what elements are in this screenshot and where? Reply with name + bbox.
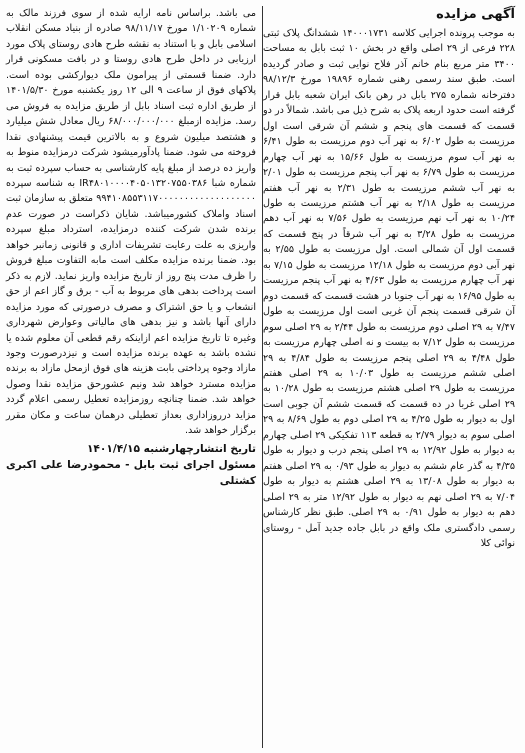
publish-date: تاریخ انتشارچهارشنبه ۱۴۰۱/۴/۱۵: [86, 442, 256, 455]
column-divider: [262, 6, 263, 748]
notice-title: آگهی مزایده: [436, 7, 515, 22]
left-column: [6, 6, 256, 489]
right-column: [263, 6, 515, 551]
left-column-text: می باشد. براساس نامه ارایه شده از سوی فرزند مالک به شماره ۱/۱۰۲۰۹ مورخ ۹۸/۱۱/۱۷ صادره از بنیاد مسکن انقلاب اسلامی بابل و با استناد به نقشه طرح هادی روستای پلاک مورد ارزیابی در داخل طرح هادی روستا و در بافت مسکونی قرار دارد. ضمنا قسمتی از پیرامون ملک دیوارکشی بوده است. پلاکهای فوق از ساعت ۹ الی ۱۲ روز یکشنبه مورخ ۱۴۰۱/۵/۳۰ از طریق اداره ثبت اسناد بابل از طریق مزایده به فروش می رسد. مزایده ازمبلغ ۶۸/۰۰۰/۰۰۰/۰۰۰ ریال معادل شش میلیارد و هشتصد میلیون شروع و به بالاترین قیمت پیشنهادی نقدا فروخته می شود. ضمنا پادآورمیشود شرکت درمزایده منوط به واریز ده درصد از مبلغ پایه کارشناسی به حساب سپرده ثبت به شماره شبا IR۴۸۰۱۰۰۰۰۴۰۵۰۱۳۲۰۷۵۵۰۳۸۶ به شناسه سپرده ۹۹۴۱۰۸۵۵۳۱۱۷۰۰۰۰۰۰۰۰۰۰۰۰۰۰۰۰۰۰۰ متعلق به سازمان ثبت اسناد واملاک کشورمیباشد. شایان ذکراست در صورت عدم برنده شدن شرکت کننده درمزایده، استرداد مبلغ سپرده واریزی به علت رعایت تشریفات اداری و قانونی زمانبر خواهد بود. ضمنا برنده مزایده مکلف است مابه التفاوت مبلغ فروش را ظرف مدت پنج روز از تاریخ مزایده واریز نماید. لازم به ذکر است پرداخت بدهی های مربوط به آب - برق و گاز اعم از حق انشعاب و یا حق اشتراک و مصرف درصورتی که مورد مزایده دارای آنها باشد و نیز بدهی های مالیاتی وعوارض شهرداری وغیره تا تاریخ مزایده اعم ازاینکه رقم قطعی آن معلوم شده یا نشده باشد به عهده برنده مزایده است و نیزدرصورت وجود مازاد وجوه پرداختی بابت هزینه های فوق ازمحل مازاد به برنده مزایده مسترد خواهد شد ونیم عشورحق مزایده نقدا وصول خواهد شد. ضمنا چنانچه روزمزایده تعطیل رسمی اعلام گردد مزاید درروزاداری بعداز تعطیلی درهمان ساعت و مکان مقرر برگزار خواهد شد.: [6, 8, 257, 437]
signature: مسئول اجرای ثبت بابل - محمودرضا علی اکبری کشتلی: [6, 458, 256, 487]
right-column-text: به موجب پرونده اجرایی کلاسه ۱۴۰۰۰۱۷۳۱ ششدانگ پلاک ثبتی ۲۲۸ فرعی از ۲۹ اصلی واقع در بخش ۱۰ ثبت بابل به مساحت ۳۴۰۰ متر مربع بنام خانم آذر فلاح نوایی ثبت و صادر گردیده است. طبق سند رسمی رهنی شماره ۱۹۸۹۶ مورخ ۹۸/۱۲/۳ دفترخانه شماره ۲۷۵ بابل در رهن بانک ایران شعبه بابل قرار گرفته است حدود اربعه پلاک به شرح ذیل می باشد. شمالاً در دو قسمت که قسمت های پنجم و ششم آن شرقی است اول مرزیست به طول ۶/۰۲ به نهر آب دوم مرزیست به طول ۶/۴۱ به نهر آب سوم مرزیست به طول ۱۵/۶۶ به نهر آب چهارم مرزیست به طول ۶/۷۹ به نهر آب پنجم مرزیست به طول ۲/۰۱ به نهر آب ششم مرزیست به طول ۲/۳۱ به نهر آب هفتم مرزیست به طول ۲/۱۸ به نهر آب هشتم مرزیست به طول ۱۰/۲۴ به نهر آب نهم مرزیست به طول ۷/۵۶ به نهر آب دهم مرزیست به طول ۳/۲۸ به نهر آب شرقاً در پنج قسمت که قسمت اول آن شمالی است. اول مرزیست به طول ۲/۵۵ به نهر آبی دوم مرزیست به طول ۱۲/۱۸ مرزیست به طول ۷/۱۵ به نهر آب چهارم مرزیست به طول ۴/۶۳ به نهر آب پنجم مرزیست به طول ۱۶/۹۵ به نهر آب جنوبا در هشت قسمت که قسمت دوم آن شرقی قسمت پنجم آن غربی است اول مرزیست به طول ۷/۴۷ به ۲۹ اصلی دوم مرزیست به طول ۲/۴۴ به ۲۹ اصلی سوم مرزیست به طول ۷/۱۲ به بیست و نه اصلی چهارم مرزیست به طول ۴/۴۸ به ۲۹ اصلی پنجم مرزیست به طول ۴/۸۴ به ۲۹ اصلی ششم مرزیست به طول ۱۰/۰۳ به ۲۹ اصلی هفتم مرزیست به طول ۲۹ اصلی هشتم مرزیست به طول ۱۰/۲۸ به ۲۹ اصلی غربا در ده قسمت که قسمت ششم آن جوبی است اول به دیوار به طول ۴/۲۵ به ۲۹ اصلی دوم به طول ۸/۶۹ به ۲۹ اصلی سوم به دیوار ۲/۷۹ به قطعه ۱۱۳ تفکیکی ۲۹ اصلی چهارم به دیوار به طول ۱۲/۹۲ به ۲۹ اصلی پنجم درب و دیوار به طول ۴/۳۵ به گذر عام ششم به دیوار به طول ۰/۹۳ به ۲۹ اصلی هفتم به دیوار به طول ۱۳/۰۸ به ۲۹ اصلی هشتم به دیوار به طول ۷/۰۴ به ۲۹ اصلی نهم به دیوار به طول ۱۲/۹۲ متر به ۲۹ اصلی دهم به دیوار به طول ۰/۹۱ به ۲۹ اصلی. طبق نظر کارشناس رسمی دادگستری ملک واقع در بابل جاده جدید آمل - روستای نوائی کلا: [263, 28, 516, 549]
